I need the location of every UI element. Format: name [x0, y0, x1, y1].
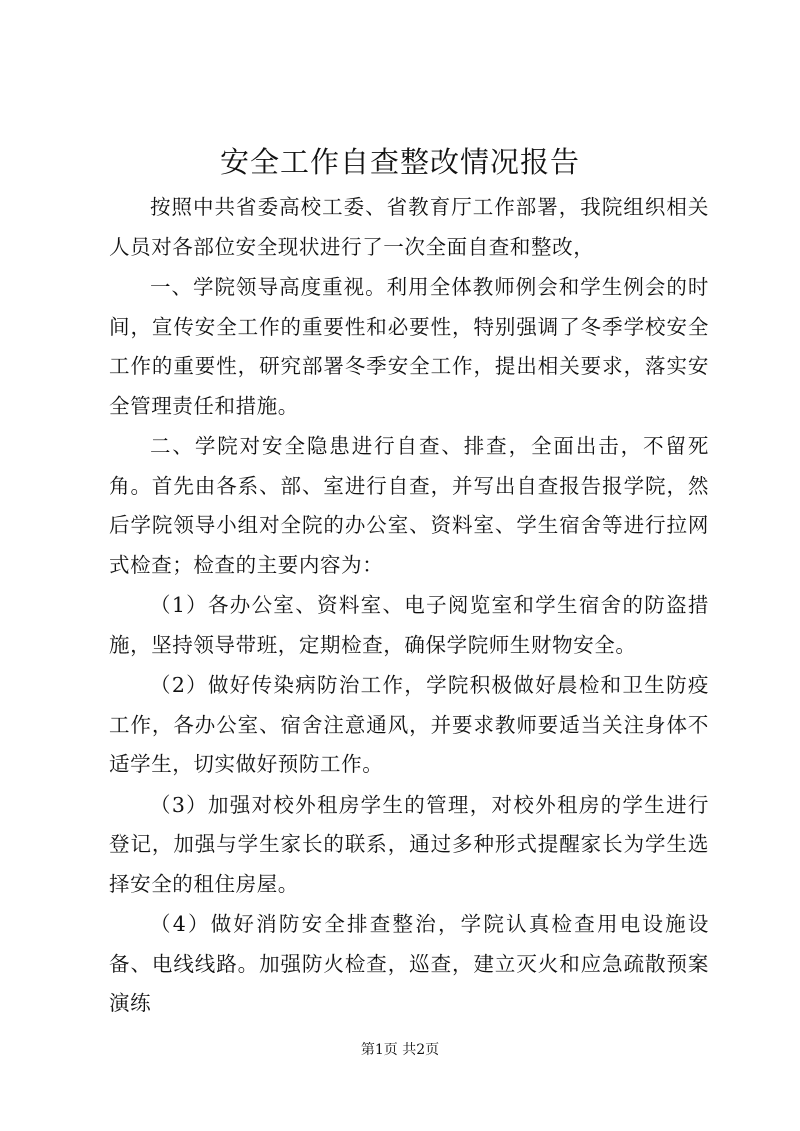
- paragraph-section-1: 一、学院领导高度重视。利用全体教师例会和学生例会的时间，宣传安全工作的重要性和必要性，特别强调了冬季学校安全工作的重要性，研究部署冬季安全工作，提出相关要求，落实安全管理责任和措施。: [109, 275, 709, 418]
- paragraph-section-2: 二、学院对安全隐患进行自查、排查，全面出击，不留死角。首先由各系、部、室进行自查，并写出自查报告报学院，然后学院领导小组对全院的办公室、资料室、学生宿舍等进行拉网式检查；检查的主要内容为：: [109, 434, 709, 577]
- paragraph-item-3: （3）加强对校外租房学生的管理，对校外租房的学生进行登记，加强与学生家长的联系，通过多种形式提醒家长为学生选择安全的租住房屋。: [109, 792, 709, 896]
- paragraph-item-2: （2）做好传染病防治工作，学院积极做好晨检和卫生防疫工作，各办公室、宿舍注意通风，并要求教师要适当关注身体不适学生，切实做好预防工作。: [109, 673, 709, 776]
- paragraph-item-1: （1）各办公室、资料室、电子阅览室和学生宿舍的防盗措施，坚持领导带班，定期检查，确保学院师生财物安全。: [109, 593, 709, 657]
- document-title: 安全工作自查整改情况报告: [219, 145, 580, 179]
- paragraph-item-4: （4）做好消防安全排查整治，学院认真检查用电设施设备、电线线路。加强防火检查，巡查，建立灭火和应急疏散预案演练: [109, 912, 709, 1015]
- paragraph-intro: 按照中共省委高校工委、省教育厅工作部署，我院组织相关人员对各部位安全现状进行了一次全面自查和整改，: [109, 195, 709, 259]
- document-body: [109, 188, 709, 1025]
- page-footer: 第1页 共2页: [360, 1042, 440, 1058]
